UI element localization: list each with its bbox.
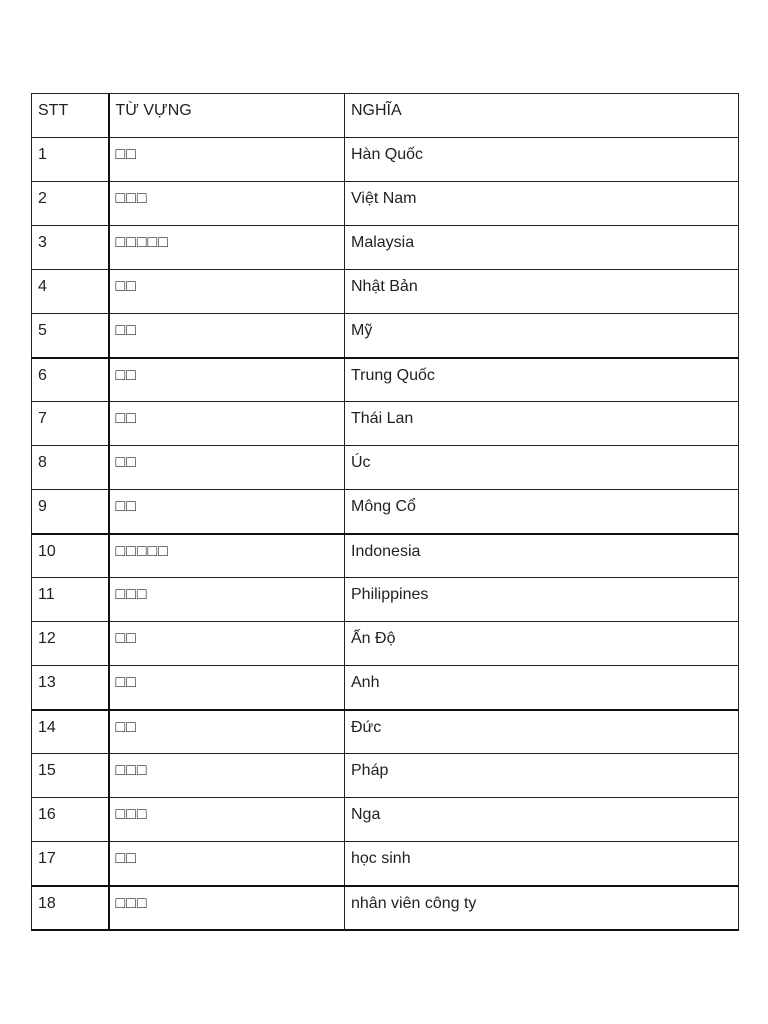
row-vocabulary: □□□ (109, 578, 345, 622)
row-vocabulary: □□ (109, 666, 345, 710)
row-number: 13 (32, 666, 109, 710)
row-meaning: nhân viên công ty (345, 886, 739, 930)
row-vocabulary: □□ (109, 446, 345, 490)
row-vocabulary: □□ (109, 270, 345, 314)
row-number: 2 (32, 182, 109, 226)
row-number: 11 (32, 578, 109, 622)
table-row (32, 182, 739, 226)
row-meaning: Pháp (345, 754, 739, 798)
table-row (32, 314, 739, 358)
row-number: 5 (32, 314, 109, 358)
row-vocabulary: □□□ (109, 886, 345, 930)
row-vocabulary: □□□□□ (109, 226, 345, 270)
table-row (32, 666, 739, 710)
row-vocabulary: □□ (109, 622, 345, 666)
table-row (32, 710, 739, 754)
row-vocabulary: □□ (109, 138, 345, 182)
header-meaning: NGHĨA (345, 94, 739, 138)
row-vocabulary: □□ (109, 358, 345, 402)
row-number: 12 (32, 622, 109, 666)
table-row (32, 446, 739, 490)
row-vocabulary: □□□ (109, 798, 345, 842)
row-meaning: Ấn Độ (345, 622, 739, 666)
row-meaning: Nga (345, 798, 739, 842)
row-number: 15 (32, 754, 109, 798)
header-vocabulary: TỪ VỰNG (109, 94, 345, 138)
row-vocabulary: □□□ (109, 182, 345, 226)
table-row (32, 578, 739, 622)
row-meaning: Úc (345, 446, 739, 490)
row-number: 17 (32, 842, 109, 886)
table-row (32, 842, 739, 886)
row-number: 14 (32, 710, 109, 754)
row-meaning: Thái Lan (345, 402, 739, 446)
header-stt: STT (32, 94, 109, 138)
table-row (32, 270, 739, 314)
table-row (32, 622, 739, 666)
row-vocabulary: □□ (109, 710, 345, 754)
table-header-row (32, 94, 739, 138)
row-number: 1 (32, 138, 109, 182)
row-vocabulary: □□□ (109, 754, 345, 798)
table-row (32, 798, 739, 842)
row-meaning: Philippines (345, 578, 739, 622)
row-meaning: Anh (345, 666, 739, 710)
row-meaning: Trung Quốc (345, 358, 739, 402)
row-vocabulary: □□□□□ (109, 534, 345, 578)
row-number: 9 (32, 490, 109, 534)
row-number: 10 (32, 534, 109, 578)
table-row (32, 138, 739, 182)
row-vocabulary: □□ (109, 842, 345, 886)
row-meaning: Đức (345, 710, 739, 754)
row-number: 6 (32, 358, 109, 402)
row-vocabulary: □□ (109, 314, 345, 358)
row-number: 7 (32, 402, 109, 446)
row-meaning: Nhật Bản (345, 270, 739, 314)
table-row (32, 534, 739, 578)
row-number: 8 (32, 446, 109, 490)
table-row (32, 490, 739, 534)
row-vocabulary: □□ (109, 402, 345, 446)
table-row (32, 754, 739, 798)
table-row (32, 402, 739, 446)
table-row (32, 886, 739, 930)
row-number: 4 (32, 270, 109, 314)
table-row (32, 226, 739, 270)
vocabulary-table (31, 93, 739, 931)
row-meaning: Mỹ (345, 314, 739, 358)
row-number: 3 (32, 226, 109, 270)
table-row (32, 358, 739, 402)
row-vocabulary: □□ (109, 490, 345, 534)
row-number: 18 (32, 886, 109, 930)
row-meaning: Việt Nam (345, 182, 739, 226)
row-meaning: Malaysia (345, 226, 739, 270)
row-meaning: Hàn Quốc (345, 138, 739, 182)
row-meaning: Indonesia (345, 534, 739, 578)
row-meaning: học sinh (345, 842, 739, 886)
row-number: 16 (32, 798, 109, 842)
row-meaning: Mông Cổ (345, 490, 739, 534)
